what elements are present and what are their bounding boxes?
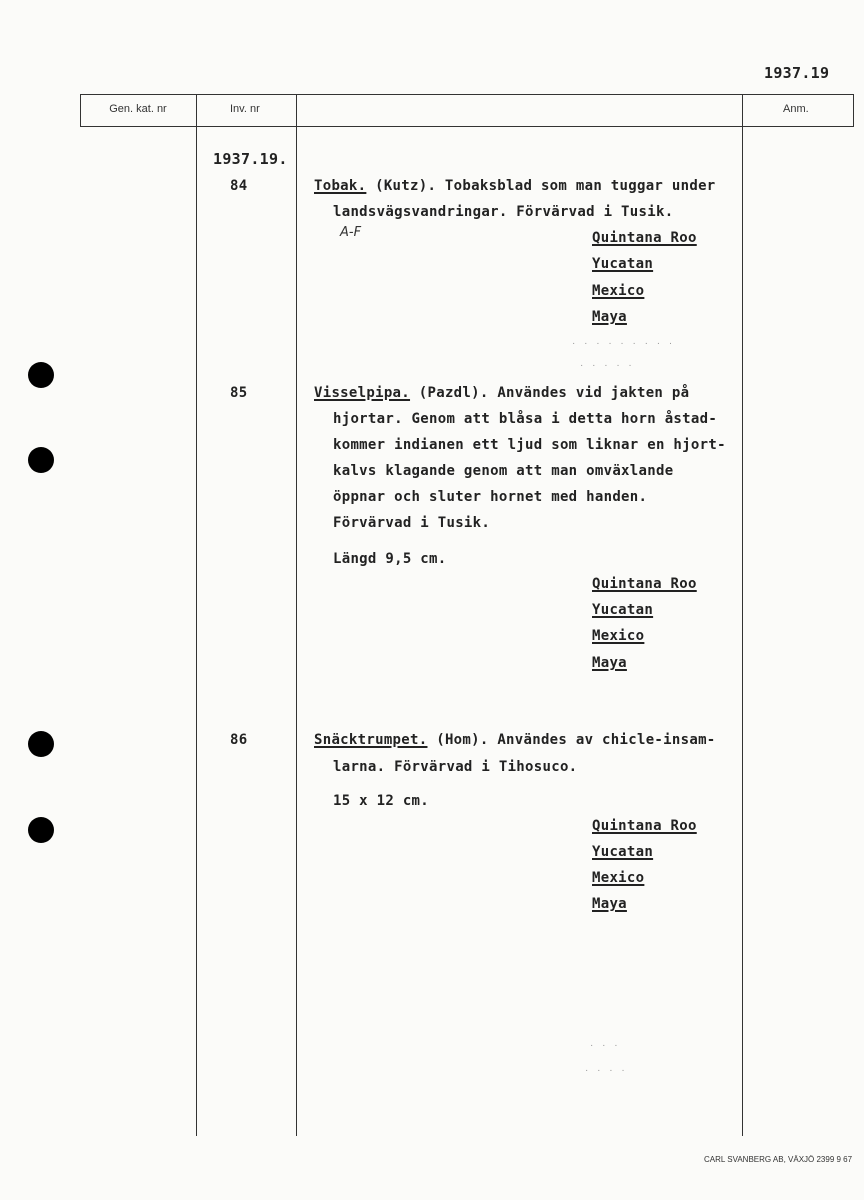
binder-hole bbox=[28, 731, 54, 757]
binder-hole bbox=[28, 817, 54, 843]
location-country: Mexico bbox=[592, 283, 645, 299]
entry-line: hjortar. Genom att blåsa i detta horn åstad- bbox=[333, 411, 718, 427]
location-country: Mexico bbox=[592, 870, 645, 886]
header-anm: Anm. bbox=[783, 103, 809, 115]
entry-line: kalvs klagande genom att man omväxlande bbox=[333, 463, 674, 479]
entry-line: landsvägsvandringar. Förvärvad i Tusik. bbox=[333, 204, 674, 220]
scan-speckle: · · · bbox=[590, 1040, 621, 1051]
binder-hole bbox=[28, 362, 54, 388]
inv-number: 84 bbox=[230, 178, 248, 194]
scan-speckle: · · · · · · · · · bbox=[572, 338, 676, 349]
location-country: Mexico bbox=[592, 628, 645, 644]
location-state: Quintana Roo bbox=[592, 230, 697, 246]
inv-number: 85 bbox=[230, 385, 248, 401]
page-number: 1937.19 bbox=[764, 64, 830, 82]
measurement: 15 x 12 cm. bbox=[333, 793, 430, 809]
table-right-border bbox=[853, 94, 854, 127]
location-state: Quintana Roo bbox=[592, 576, 697, 592]
entry-title: Visselpipa. bbox=[314, 385, 411, 401]
entry-text: (Hom). Användes av chicle-insam- bbox=[427, 732, 716, 748]
location-region: Yucatan bbox=[592, 844, 654, 860]
printer-footer: CARL SVANBERG AB, VÄXJÖ 2399 9 67 bbox=[704, 1155, 853, 1164]
location-state: Quintana Roo bbox=[592, 818, 697, 834]
series-number: 1937.19. bbox=[213, 150, 288, 168]
entry-text: (Kutz). Tobaksblad som man tuggar under bbox=[366, 178, 716, 194]
entry-line bbox=[314, 385, 689, 401]
entry-title: Tobak. bbox=[314, 178, 367, 194]
entry-line: kommer indianen ett ljud som liknar en hjort- bbox=[333, 437, 726, 453]
inv-number: 86 bbox=[230, 732, 248, 748]
entry-line: larna. Förvärvad i Tihosuco. bbox=[333, 759, 578, 775]
location-culture: Maya bbox=[592, 655, 627, 671]
measurement: Längd 9,5 cm. bbox=[333, 551, 447, 567]
column-divider-3 bbox=[742, 94, 743, 1136]
location-culture: Maya bbox=[592, 896, 627, 912]
location-region: Yucatan bbox=[592, 256, 654, 272]
location-region: Yucatan bbox=[592, 602, 654, 618]
scan-speckle: · · · · bbox=[585, 1065, 628, 1076]
binder-hole bbox=[28, 447, 54, 473]
scan-speckle: · · · · · bbox=[580, 360, 635, 371]
column-divider-1 bbox=[196, 94, 197, 1136]
entry-line bbox=[314, 178, 716, 194]
header-inv-nr: Inv. nr bbox=[230, 103, 260, 115]
handwritten-note: A-F bbox=[340, 225, 362, 240]
header-gen-kat-nr: Gen. kat. nr bbox=[109, 103, 167, 115]
entry-text: (Pazdl). Användes vid jakten på bbox=[410, 385, 690, 401]
column-divider-2 bbox=[296, 94, 297, 1136]
entry-line: Förvärvad i Tusik. bbox=[333, 515, 491, 531]
location-culture: Maya bbox=[592, 309, 627, 325]
entry-title: Snäcktrumpet. bbox=[314, 732, 428, 748]
entry-line: öppnar och sluter hornet med handen. bbox=[333, 489, 648, 505]
entry-line bbox=[314, 732, 716, 748]
